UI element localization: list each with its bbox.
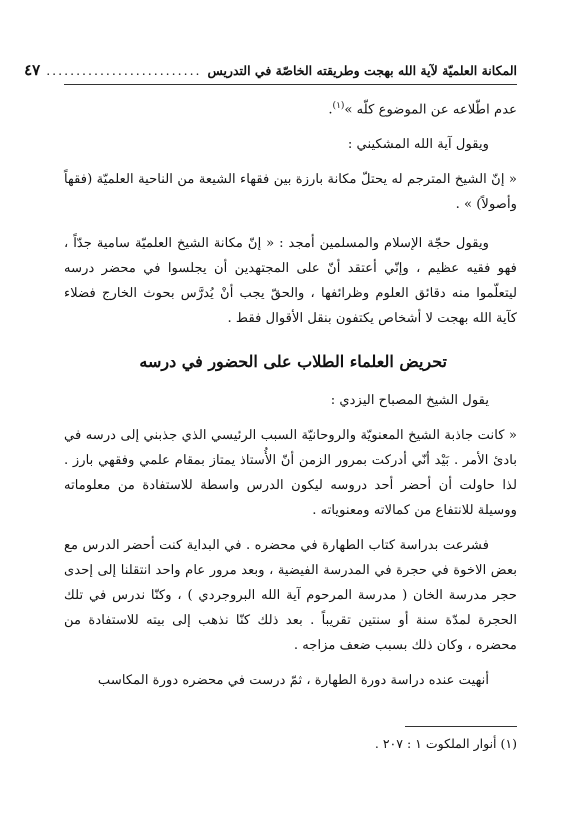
- footnote-marker: (١): [332, 101, 345, 111]
- page-number: ٤٧: [24, 61, 41, 79]
- header-leader-dots: ..........................: [46, 62, 202, 78]
- paragraph: ويقول آية الله المشكيني :: [347, 137, 489, 153]
- header-divider: [64, 84, 517, 85]
- paragraph: عدم اطّلاعه عن الموضوع كلّه »$^{(١)}$.: [328, 101, 517, 118]
- footnote: (١) أنوار الملكوت ١ : ٢٠٧ .: [374, 736, 517, 751]
- paragraph: أنهيت عنده دراسة دورة الطهارة ، ثمّ درست في محضره دورة المكاسب: [97, 673, 489, 689]
- paragraph: يقول الشيخ المصباح اليزدي :: [330, 393, 489, 409]
- paragraph: « إنّ الشيخ المترجم له يحتلّ مكانة بارزة بين فقهاء الشيعة من الناحية العلميّة (فقهاً وأصولاً) » .: [64, 172, 517, 213]
- paragraph: « كانت جاذبة الشيخ المعنويّة والروحانيّة السبب الرئيسي الذي جذبني إلى درسه في بادئ الأمر . بَيْد أنّي أدركت بمرور الزمن أنّ الأُستاذ يمتاز بمقام علمي وفقهي بارز . لذا حاولت أن أحضر أحد دروسه ليكون الدرس واسطة للاستفادة من معلوماته ووسيلة للانتفاع من كمالاته ومعنوياته .: [64, 428, 517, 519]
- paragraph: فشرعت بدراسة كتاب الطهارة في محضره . في البداية كنت أحضر الدرس مع بعض الاخوة في حجرة في المدرسة الفيضية ، وبعد مرور عام واحد انتقلنا إلى إحدى حجر مدرسة الخان ( مدرسة المرحوم آية الله البروجردي ) ، وكنّا ندرس في تلك الحجرة لمدّة سنة أو سنتين تقريباً . بعد ذلك كنّا نذهب إلى بيته للاستفادة من محضره ، وكان ذلك بسبب ضعف مزاجه .: [64, 538, 517, 654]
- footnote-divider: [405, 726, 517, 727]
- header-title: المكانة العلميّة لآية الله بهجت وطريقته الخاصّة في التدريس: [207, 62, 517, 78]
- page-body: [64, 94, 517, 693]
- section-heading: تحريض العلماء الطلاب على الحضور في درسه: [139, 352, 447, 372]
- paragraph: ويقول حجّة الإسلام والمسلمين أمجد : « إنّ مكانة الشيخ العلميّة سامية جدّاً ، فهو فقيه عظيم ، وإنّي أعتقد أنّ على المجتهدين أن يجلسوا في محضر درسه ليتعلّموا منه دقائق العلوم وظرائفها ، والحقّ يجب أنْ يُدرَّس بحوث الخارج فضلاء كآية الله بهجت لا أشخاص يكتفون بنقل الأقوال فقط .: [64, 236, 517, 327]
- running-header: [24, 58, 517, 82]
